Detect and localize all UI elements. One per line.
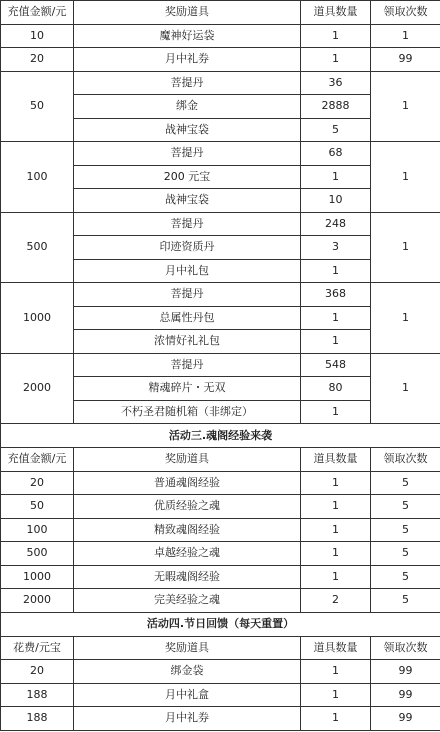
item-name-cell: 月中礼包 [74,259,301,283]
amount-cell: 20 [1,471,74,495]
section-title-row [1,612,440,636]
column-header: 充值金额/元 [1,448,74,472]
item-qty-cell: 1 [301,400,371,424]
amount-cell: 100 [1,142,74,213]
item-qty-cell: 1 [301,24,371,48]
item-name-cell: 魔神好运袋 [74,24,301,48]
amount-cell: 1000 [1,565,74,589]
table-row [1,683,440,707]
item-qty-cell: 68 [301,142,371,166]
amount-cell: 10 [1,24,74,48]
table-row [1,660,440,684]
item-qty-cell: 2 [301,589,371,613]
amount-cell: 1000 [1,283,74,354]
table-row [1,518,440,542]
column-header: 领取次数 [371,1,440,25]
table-row [1,212,440,236]
item-name-cell: 月中礼盒 [74,683,301,707]
header-row [1,636,440,660]
item-qty-cell: 1 [301,518,371,542]
amount-cell: 2000 [1,353,74,424]
item-qty-cell: 1 [301,165,371,189]
item-qty-cell: 248 [301,212,371,236]
item-qty-cell: 368 [301,283,371,307]
item-qty-cell: 5 [301,118,371,142]
item-name-cell: 卓越经验之魂 [74,542,301,566]
item-name-cell: 优质经验之魂 [74,495,301,519]
column-header: 奖励道具 [74,448,301,472]
item-qty-cell: 36 [301,71,371,95]
item-name-cell: 战神宝袋 [74,118,301,142]
table-row [1,565,440,589]
amount-cell: 20 [1,660,74,684]
column-header: 奖励道具 [74,636,301,660]
item-name-cell: 菩提丹 [74,142,301,166]
amount-cell: 20 [1,48,74,72]
item-name-cell: 不朽圣君随机箱（非绑定） [74,400,301,424]
item-name-cell: 普通魂阁经验 [74,471,301,495]
item-name-cell: 菩提丹 [74,283,301,307]
item-name-cell: 月中礼券 [74,707,301,731]
table-row [1,24,440,48]
times-cell: 99 [371,660,440,684]
item-qty-cell: 2888 [301,95,371,119]
item-qty-cell: 80 [301,377,371,401]
times-cell: 5 [371,565,440,589]
item-name-cell: 绑金袋 [74,660,301,684]
amount-cell: 500 [1,212,74,283]
column-header: 道具数量 [301,448,371,472]
table-row [1,589,440,613]
item-name-cell: 菩提丹 [74,71,301,95]
item-qty-cell: 10 [301,189,371,213]
amount-cell: 50 [1,71,74,142]
item-qty-cell: 3 [301,236,371,260]
item-name-cell: 菩提丹 [74,212,301,236]
item-qty-cell: 1 [301,683,371,707]
table-row [1,142,440,166]
item-qty-cell: 1 [301,707,371,731]
amount-cell: 188 [1,707,74,731]
item-qty-cell: 1 [301,259,371,283]
item-qty-cell: 1 [301,495,371,519]
item-qty-cell: 548 [301,353,371,377]
column-header: 奖励道具 [74,1,301,25]
item-name-cell: 浓情好礼礼包 [74,330,301,354]
amount-cell: 188 [1,683,74,707]
times-cell: 5 [371,495,440,519]
table-row [1,283,440,307]
table-row [1,707,440,731]
rewards-table-body [1,1,440,731]
column-header: 道具数量 [301,1,371,25]
column-header: 道具数量 [301,636,371,660]
times-cell: 99 [371,48,440,72]
times-cell: 1 [371,212,440,283]
times-cell: 99 [371,683,440,707]
table-row [1,353,440,377]
times-cell: 5 [371,471,440,495]
header-row [1,1,440,25]
column-header: 领取次数 [371,636,440,660]
table-row [1,495,440,519]
table-row [1,71,440,95]
item-qty-cell: 1 [301,471,371,495]
item-name-cell: 印迹资质丹 [74,236,301,260]
amount-cell: 50 [1,495,74,519]
item-name-cell: 月中礼券 [74,48,301,72]
column-header: 充值金额/元 [1,1,74,25]
times-cell: 1 [371,71,440,142]
times-cell: 1 [371,283,440,354]
item-qty-cell: 1 [301,306,371,330]
item-name-cell: 总属性丹包 [74,306,301,330]
amount-cell: 100 [1,518,74,542]
amount-cell: 500 [1,542,74,566]
times-cell: 5 [371,542,440,566]
item-qty-cell: 1 [301,330,371,354]
item-qty-cell: 1 [301,565,371,589]
item-name-cell: 无暇魂阁经验 [74,565,301,589]
table-row [1,48,440,72]
times-cell: 5 [371,518,440,542]
column-header: 领取次数 [371,448,440,472]
item-name-cell: 菩提丹 [74,353,301,377]
times-cell: 5 [371,589,440,613]
item-qty-cell: 1 [301,660,371,684]
item-name-cell: 精魂碎片・无双 [74,377,301,401]
item-name-cell: 完美经验之魂 [74,589,301,613]
times-cell: 1 [371,24,440,48]
table-row [1,471,440,495]
item-name-cell: 绑金 [74,95,301,119]
header-row [1,448,440,472]
section-title: 活动四.节日回馈（每天重置） [1,612,440,636]
item-name-cell: 精致魂阁经验 [74,518,301,542]
item-qty-cell: 1 [301,48,371,72]
times-cell: 1 [371,353,440,424]
item-name-cell: 200 元宝 [74,165,301,189]
amount-cell: 2000 [1,589,74,613]
item-name-cell: 战神宝袋 [74,189,301,213]
times-cell: 1 [371,142,440,213]
times-cell: 99 [371,707,440,731]
item-qty-cell: 1 [301,542,371,566]
section-title: 活动三.魂阁经验来袭 [1,424,440,448]
column-header: 花费/元宝 [1,636,74,660]
section-title-row [1,424,440,448]
table-row [1,542,440,566]
